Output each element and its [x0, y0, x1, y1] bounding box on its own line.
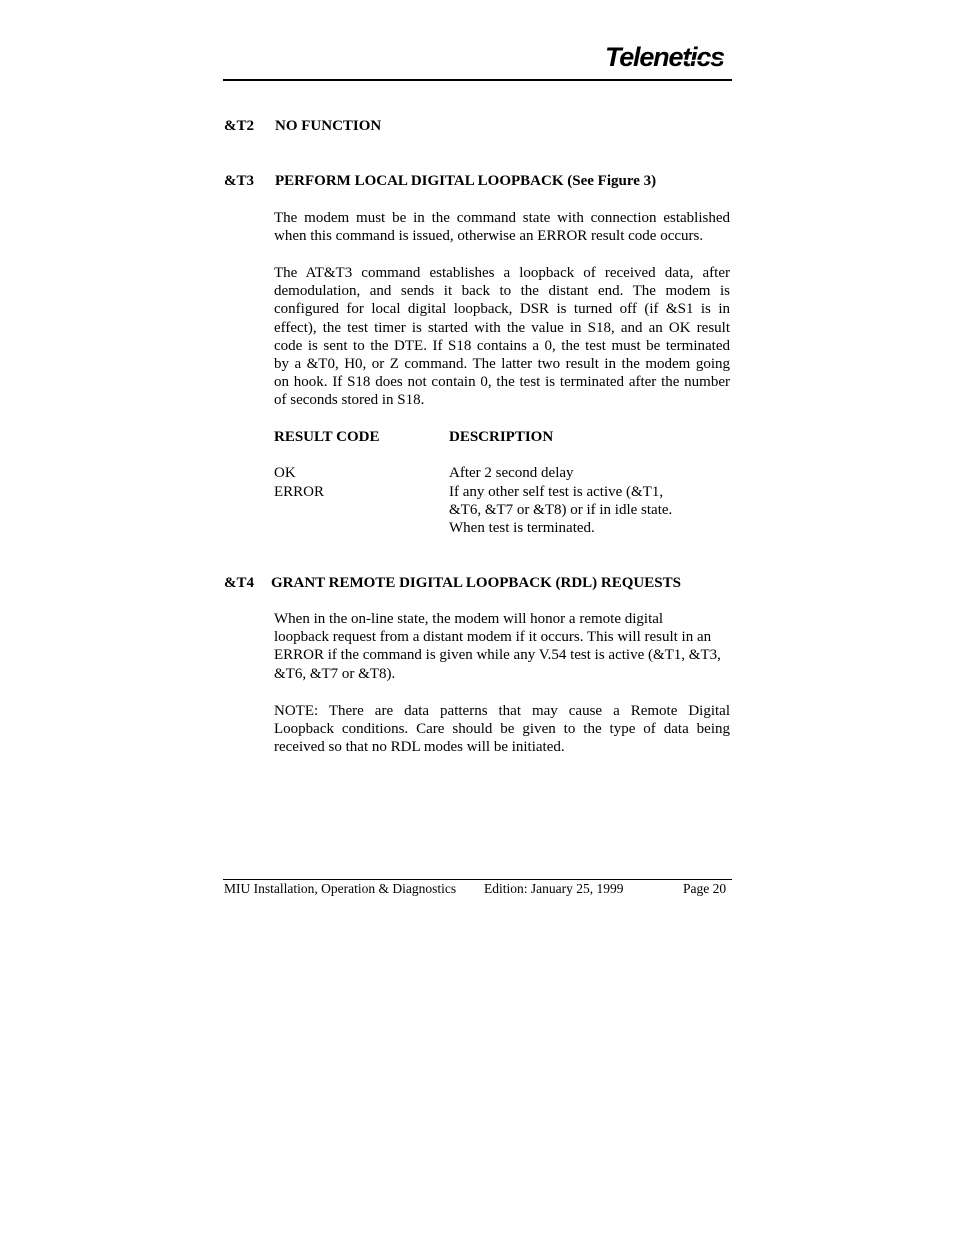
table-cell-code: ERROR [274, 484, 325, 500]
command-code: &T4 [224, 575, 254, 591]
command-code: &T2 [224, 118, 254, 134]
t3-paragraph-1 [274, 209, 730, 245]
footer-rule [223, 879, 732, 880]
text-line: when this command is issued, otherwise an ERROR result code occurs. [274, 228, 704, 245]
section-heading-t3 [224, 172, 656, 190]
text-line: received so that no RDL modes will be initiated. [274, 739, 565, 756]
text-line: on hook. If S18 does not contain 0, the test is terminated after the number [274, 374, 730, 391]
t4-paragraph-1 [274, 610, 734, 683]
command-code: &T3 [224, 173, 254, 189]
section-title: NO FUNCTION [275, 118, 382, 134]
header-rule [223, 79, 732, 81]
footer-edition: Edition: January 25, 1999 [484, 881, 624, 896]
t4-paragraph-2 [274, 702, 730, 757]
text-line: configured for local digital loopback, DSR is turned off (if &S1 is in [274, 301, 730, 318]
text-line: ERROR if the command is given while any V.54 test is active (&T1, &T3, [274, 647, 721, 664]
text-line: When in the on-line state, the modem will honor a remote digital [274, 611, 664, 627]
table-cell-description: When test is terminated. [449, 520, 595, 536]
t3-paragraph-2 [274, 264, 730, 410]
text-line: by a &T0, H0, or Z command. The latter two result in the modem going [274, 356, 730, 373]
footer-page-number: Page 20 [683, 881, 727, 896]
table-cell-description: &T6, &T7 or &T8) or if in idle state. [449, 502, 673, 518]
table-header-result-code: RESULT CODE [274, 429, 380, 445]
footer-manual-title: MIU Installation, Operation & Diagnostics [224, 881, 457, 896]
table-cell-description: If any other self test is active (&T1, [449, 484, 664, 500]
telenetics-logo [560, 36, 728, 76]
table-header-description: DESCRIPTION [449, 429, 554, 445]
text-line: The modem must be in the command state with connection established [274, 210, 730, 226]
text-line: The AT&T3 command establishes a loopback of received data, after [274, 265, 730, 281]
section-heading-t2 [224, 117, 381, 135]
text-line: &T6, &T7 or &T8). [274, 665, 396, 682]
text-line: Loopback conditions. Care should be given to the type of data being [274, 721, 730, 738]
text-line: NOTE: There are data patterns that may cause a Remote Digital [274, 703, 730, 719]
section-title: GRANT REMOTE DIGITAL LOOPBACK (RDL) REQUESTS [271, 575, 681, 591]
text-line: demodulation, and sends it back to the distant end. The modem is [274, 283, 730, 300]
text-line: loopback request from a distant modem if it occurs. This will result in an [274, 629, 712, 646]
text-line: of seconds stored in S18. [274, 392, 425, 409]
text-line: effect), the test timer is started with the value in S18, and an OK result [274, 319, 730, 336]
table-cell-description: After 2 second delay [449, 465, 574, 481]
logo-text: Telenetics [604, 42, 724, 72]
section-title: PERFORM LOCAL DIGITAL LOOPBACK (See Figure 3) [275, 173, 657, 189]
text-line: code is sent to the DTE. If S18 contains a 0, the test must be terminated [274, 337, 730, 354]
section-heading-t4 [224, 574, 681, 592]
table-cell-code: OK [274, 465, 296, 481]
